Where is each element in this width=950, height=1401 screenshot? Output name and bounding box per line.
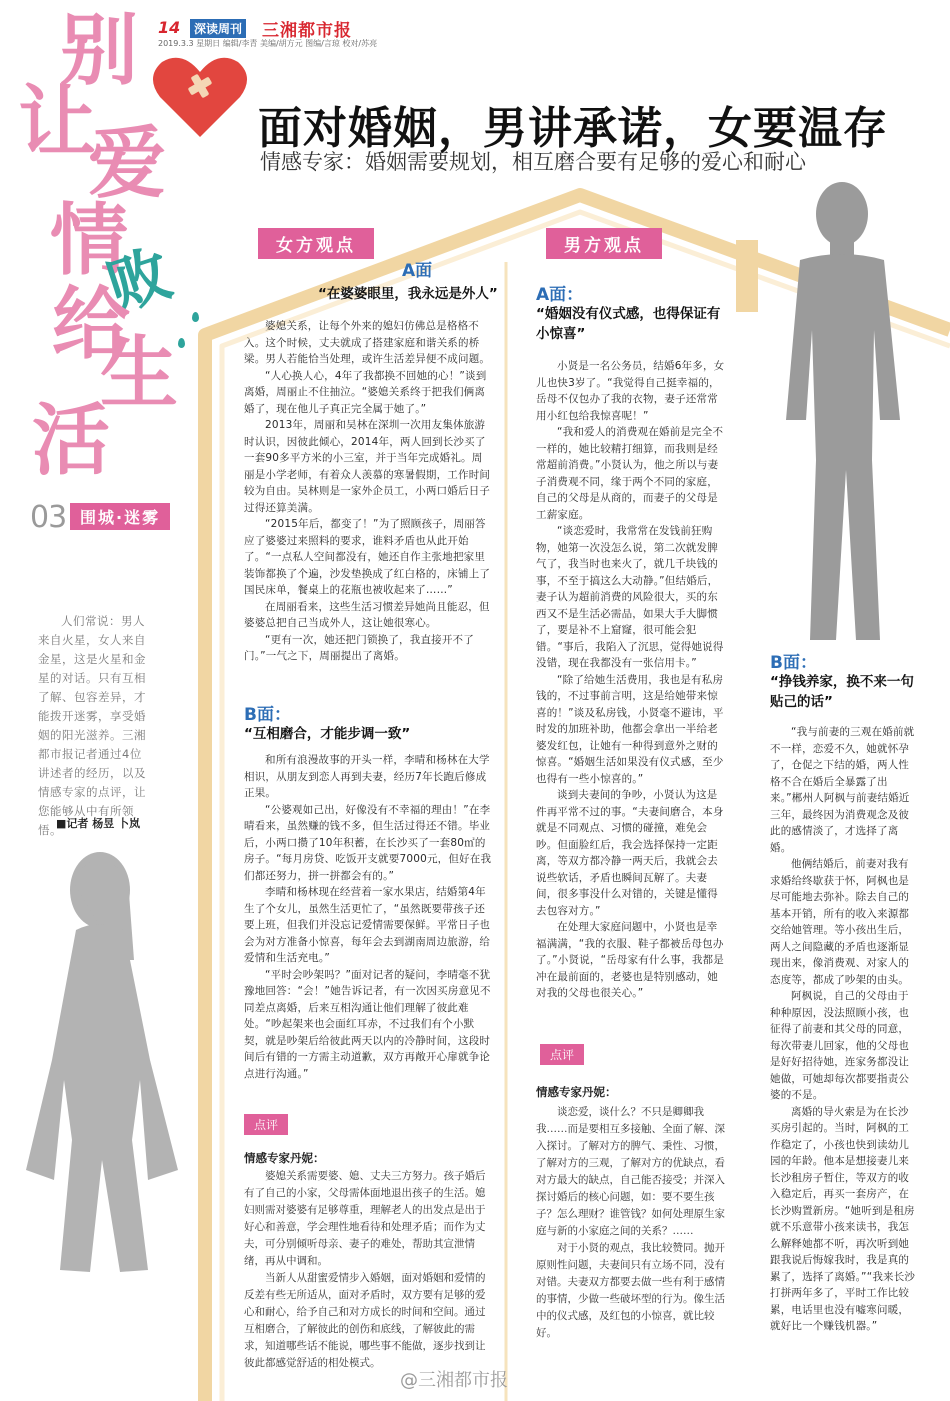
section-tag: 深读周刊: [190, 19, 246, 38]
female-a-quote: “在婆婆眼里，我永远是外人”: [318, 286, 498, 302]
female-view-label: 女方观点: [258, 228, 374, 259]
man-silhouette: [786, 182, 900, 640]
paragraph: 当新人从甜蜜爱情步入婚姻，面对婚姻和爱情的反差有些无所适从，面对矛盾时，双方要有足够的爱心和耐心，给予自己和对方成长的时间和空间。通过互相磨合，了解彼此的创伤和底线，了解彼此的需求，知道哪些话不能说，哪些事不能做，逐步找到让彼此都感觉舒适的相处模式。: [244, 1272, 486, 1369]
paragraph: 对于小贤的观点，我比较赞同。抛开原则性问题，夫妻间只有立场不同，没有对错。夫妻双方都要去做一些有利于感情的事情，少做一些破坏型的行为。像生活中的仪式感，及红包的小惊喜，就比较好。: [536, 1242, 725, 1339]
paragraph: 谈恋爱，谈什么？不只是卿卿我我……而是要相互多接触、全面了解、深入探讨。了解对方的脾气、秉性、习惯，了解对方的三观，了解对方的优缺点，看对方最大的缺点，自己能否接受；并深入探讨婚后的核心问题，如：要不要生孩子？怎么理财？谁管钱？如何处理原生家庭与新的小家庭之间的关系？……: [536, 1106, 725, 1237]
paragraph: “我和爱人的消费观在婚前是完全不一样的，她比较精打细算，而我则是经常超前消费。”小贤认为，他之所以与妻子消费观不同，缘于两个不同的家庭，自己的父母是从商的，而妻子的父母是工薪家庭。: [536, 426, 724, 521]
male-comment-tag: 点评: [540, 1044, 584, 1065]
paragraph: “平时会吵架吗？”面对记者的疑问，李晴毫不犹豫地回答：“会！”她告诉记者，有一次因买房意见不同差点离婚，后来互相沟通让他们理解了彼此难处。“吵起架来也会面红耳赤，不过我们有个小默契，就是吵架后给彼此两天以内的冷静时间，这段时间后有错的一方需主动道歉，双方再敞开心扉就争论点进行沟通。”: [244, 968, 491, 1080]
intro-text: 人们常说：男人来自火星，女人来自金星，这是火星和金星的对话。只有互相了解、包容差异，才能拨开迷雾，享受婚姻的阳光滋养。三湘都市报记者通过4位讲述者的经历，以及情感专家的点评，让您能够从中有所领悟。: [38, 614, 146, 837]
male-a-title: A面：: [536, 285, 584, 305]
female-expert-name: 情感专家丹妮：: [244, 1151, 325, 1165]
paragraph: 李晴和杨林现在经营着一家水果店，结婚第4年生了个女儿，虽然生活更忙了，“虽然既要带孩子还要上班，但我们并没忘记爱情需要保鲜。平常日子也会为对方准备小惊喜，每年会去到湖南周边旅游，给爱情和生活充电。”: [244, 886, 491, 964]
female-comment-tag: 点评: [244, 1114, 288, 1135]
female-b-quote: “互相磨合，才能步调一致”: [244, 726, 411, 742]
paragraph: 阿枫说，自己的父母由于种种原因，没法照顾小孩，也征得了前妻和其父母的同意，每次带妻儿回家，他的父母也是好好招待她，连家务都没让她做，可她却每次都要指责公婆的不是。: [770, 990, 910, 1101]
paragraph: “除了给她生活费用，我也是有私房钱的，不过事前言明，这是给她带来惊喜的！”谈及私房钱，小贤毫不避讳，平时发的加班补助，他都会拿出一半给老婆发红包，让她有一种得到意外之财的惊喜。“婚姻生活如果没有仪式感，至少也得有一些小惊喜的。”: [536, 673, 724, 785]
teardrop-icon: [178, 338, 185, 348]
page-number: 03: [30, 500, 67, 535]
title-char: 生: [100, 329, 179, 419]
paragraph: “谈恋爱时，我常常在发钱前狂购物，她第一次没怎么说，第二次就发脾气了，我当时也来火了，就几千块钱的事，不至于搞这么大动静。”但结婚后，妻子认为超前消费的风险很大，买的东西又不是生活必需品，如果大手大脚惯了，要是补不上窟窿，很可能会犯错。“事后，我陷入了沉思，觉得她说得没错，现在我都没有一张信用卡。”: [536, 525, 724, 669]
female-comment-body: [244, 1168, 492, 1372]
paragraph: 小贤是一名公务员，结婚6年多，女儿也快3岁了。“我觉得自己挺幸福的，岳母不仅包办了我的衣物，妻子还常常用小红包给我惊喜呢！”: [536, 360, 725, 422]
paragraph: 婆媳关系，让每个外来的媳妇仿佛总是格格不入。这个时候，丈夫就成了搭建家庭和谐关系的桥梁。男人若能恰当处理，或许生活差异便不成问题。: [244, 320, 491, 365]
male-a-body: [536, 358, 726, 1002]
paragraph: “公婆观如己出，好像没有不幸福的理由！”在李晴看来，虽然赚的钱不多，但生活过得还不错。毕业后，小两口攒了10年积蓄，在长沙买了一套80㎡的房子。“每月房贷、吃饭开支就要7000元，但好在我们都还努力，拼一拼都会有的。”: [244, 803, 492, 882]
paragraph: 在周丽看来，这些生活习惯差异她尚且能忍，但婆婆总把自己当成外人，这让她很寒心。: [244, 600, 490, 629]
page-section-tag: 围城·迷雾: [70, 503, 170, 530]
paragraph: 婆媳关系需要婆、媳、丈夫三方努力。孩子婚后有了自己的小家，父母需体面地退出孩子的生活。媳妇则需对婆婆有足够尊重，理解老人的出发点是出于好心和善意，学会理性地看待和处理矛盾；而作为丈夫，可分别倾听母亲、妻子的难处，帮助其宣泄情绪，再从中调和。: [244, 1170, 486, 1267]
title-char: 情: [50, 196, 129, 286]
male-b-title: B面：: [770, 653, 817, 673]
male-b-quote: “挣钱养家，换不来一句贴己的话”: [770, 674, 914, 710]
male-expert-name: 情感专家丹妮：: [536, 1085, 617, 1099]
title-char: 让: [18, 78, 97, 168]
woman-silhouette: [26, 852, 178, 1272]
title-char: 败: [98, 236, 180, 325]
newspaper-name: 三湘都市报: [262, 21, 352, 41]
male-a-quote: “婚姻没有仪式感，也得保证有小惊喜”: [536, 306, 721, 342]
male-comment-body: [536, 1104, 726, 1342]
issue-meta: 2019.3.3 星期日 编辑/李青 美编/胡方元 图编/言琼 校对/苏亮: [158, 39, 378, 48]
paragraph: 谈到夫妻间的争吵，小贤认为这是件再平常不过的事。“夫妻间磨合，本身就是不同观点、习惯的碰撞，难免会吵。但面脸红后，我会选择保持一定距离，等双方都冷静一两天后，我就会去说些软话，矛盾也瞬间瓦解了。夫妻间，很多事没什么对错的，关键是懂得去包容对方。”: [536, 789, 724, 917]
title-char: 给: [52, 280, 131, 370]
paragraph: 离婚的导火索是为在长沙买房引起的。当时，阿枫的工作稳定了，小孩也快到读幼儿园的年龄。他本是想接妻儿来长沙租房子暂住，等双方的收入稳定后，再买一套房产，在长沙购置新房。“她听到是租房就不乐意带小孩来读书，我怎么解释她都不听，再次听到她跟我说后悔嫁我时，我是真的累了，选择了离婚。”“我来长沙打拼两年多了，平时工作比较累，电话里也没有嘘寒问暖，就好比一个赚钱机器。”: [770, 1105, 916, 1332]
title-char: 活: [32, 396, 111, 486]
teardrop-icon: [192, 312, 199, 322]
paragraph: 2013年，周丽和吴林在深圳一次用友集体旅游时认识，因彼此倾心，2014年，两人回到长沙买了一套90多平方米的小三室，并于当年完成婚礼。周丽是小学老师，有着众人羡慕的寒暑假期，工作时间较为自由。吴林则是一家外企员工，小两口婚后日子过得还算美满。: [244, 419, 491, 514]
paragraph: 和所有浪漫故事的开头一样，李晴和杨林在大学相识，从朋友到恋人再到夫妻，经历7年长跑后修成正果。: [244, 754, 490, 799]
paragraph: “人心换人心，4年了我都换不回她的心！”谈到离婚，周丽止不住抽泣。“婆媳关系终于把我们俩离婚了，现在他儿子真正完全属于她了。”: [244, 369, 487, 415]
paragraph: 在处理大家庭问题中，小贤也是幸福满满，“我的衣服、鞋子都被岳母包办了。”小贤说，“岳母家有什么事，我都是冲在最前面的，老婆也是特别感动，她对我的父母也很关心。”: [536, 921, 724, 999]
male-b-body: [770, 724, 918, 1335]
title-char: 别: [60, 6, 139, 96]
paragraph: “我与前妻的三观在婚前就不一样，恋爱不久，她就怀孕了，仓促之下结的婚，两人性格不合在婚后全暴露了出来。”郴州人阿枫与前妻结婚近三年，最终因为消费观念及彼此的感情淡了，才选择了离婚。: [770, 726, 915, 854]
headline: 面对婚姻，男讲承诺，女要温存: [258, 103, 888, 154]
paragraph: “更有一次，她还把门锁换了，我直接开不了门。”一气之下，周丽提出了离婚。: [244, 633, 474, 662]
female-a-title: A面: [402, 261, 433, 281]
male-view-label: 男方观点: [546, 228, 662, 259]
paragraph: “2015年后，都变了！”为了照顾孩子，周丽答应了婆婆过来照料的要求，谁料矛盾也从此开始了。“一点私人空间都没有，她还自作主张地把家里装饰都换了个遍，沙发垫换成了红白格的，床铺上了国民床单，餐桌上的花瓶也被收起来了……”: [244, 518, 491, 596]
reporter-credit: ■记者 杨昱 卜岚: [56, 817, 141, 830]
paragraph: 他俩结婚后，前妻对我有求婚给终歇获于怀，阿枫也是尽可能地去弥补。除去自己的基本开销，所有的收入来源都交给她管理。等小孩出生后，两人之间隐藏的矛盾也逐渐显现出来，像消费观、对家人的态度等，都成了吵架的由头。: [770, 858, 910, 986]
female-b-body: [244, 752, 492, 1082]
subheadline: 情感专家：婚姻需要规划，相互磨合要有足够的爱心和耐心: [260, 150, 806, 174]
title-char: 爱: [88, 119, 167, 209]
weibo-watermark: @三湘都市报: [400, 1370, 508, 1391]
female-a-body: [244, 318, 492, 665]
issue-number: 14: [158, 18, 181, 37]
female-b-title: B面：: [244, 705, 291, 725]
